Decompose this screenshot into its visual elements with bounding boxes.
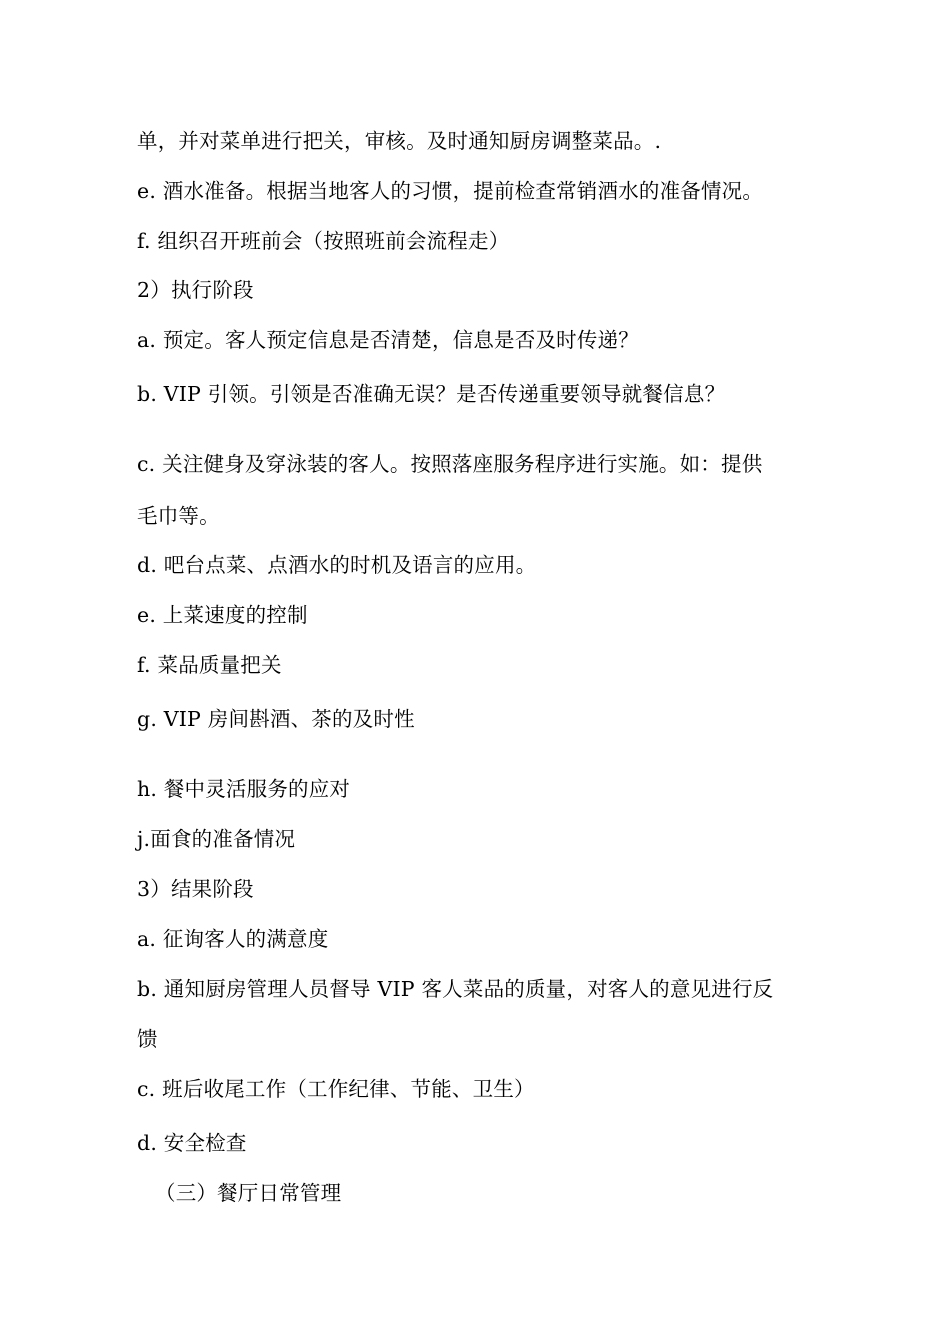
text-line: j.面食的准备情况 bbox=[137, 827, 296, 851]
section-heading: 2）执行阶段 bbox=[137, 278, 254, 302]
text-line: 馈 bbox=[137, 1027, 158, 1051]
text-line: a. 征询客人的满意度 bbox=[137, 927, 329, 951]
text-line: c. 班后收尾工作（工作纪律、节能、卫生） bbox=[137, 1077, 535, 1101]
section-heading: （三）餐厅日常管理 bbox=[155, 1181, 342, 1205]
text-line: h. 餐中灵活服务的应对 bbox=[137, 777, 351, 801]
text-line: a. 预定。客人预定信息是否清楚，信息是否及时传递？ bbox=[137, 328, 639, 352]
text-line: e. 上菜速度的控制 bbox=[137, 603, 308, 627]
section-heading: 3）结果阶段 bbox=[137, 877, 254, 901]
text-line: 单，并对菜单进行把关，审核。及时通知厨房调整菜品。. bbox=[137, 129, 662, 153]
text-line: 毛巾等。 bbox=[137, 504, 220, 528]
text-line: f. 菜品质量把关 bbox=[137, 653, 282, 677]
text-line: c. 关注健身及穿泳装的客人。按照落座服务程序进行实施。如：提供 bbox=[137, 452, 763, 476]
text-line: b. 通知厨房管理人员督导 VIP 客人菜品的质量，对客人的意见进行反 bbox=[137, 977, 774, 1001]
text-line: b. VIP 引领。引领是否准确无误？是否传递重要领导就餐信息？ bbox=[137, 382, 726, 406]
text-line: g. VIP 房间斟酒、茶的及时性 bbox=[137, 707, 415, 731]
text-line: d. 安全检查 bbox=[137, 1131, 247, 1155]
text-line: d. 吧台点菜、点酒水的时机及语言的应用。 bbox=[137, 553, 537, 577]
text-line: f. 组织召开班前会（按照班前会流程走） bbox=[137, 229, 510, 253]
text-line: e. 酒水准备。根据当地客人的习惯，提前检查常销酒水的准备情况。 bbox=[137, 179, 764, 203]
